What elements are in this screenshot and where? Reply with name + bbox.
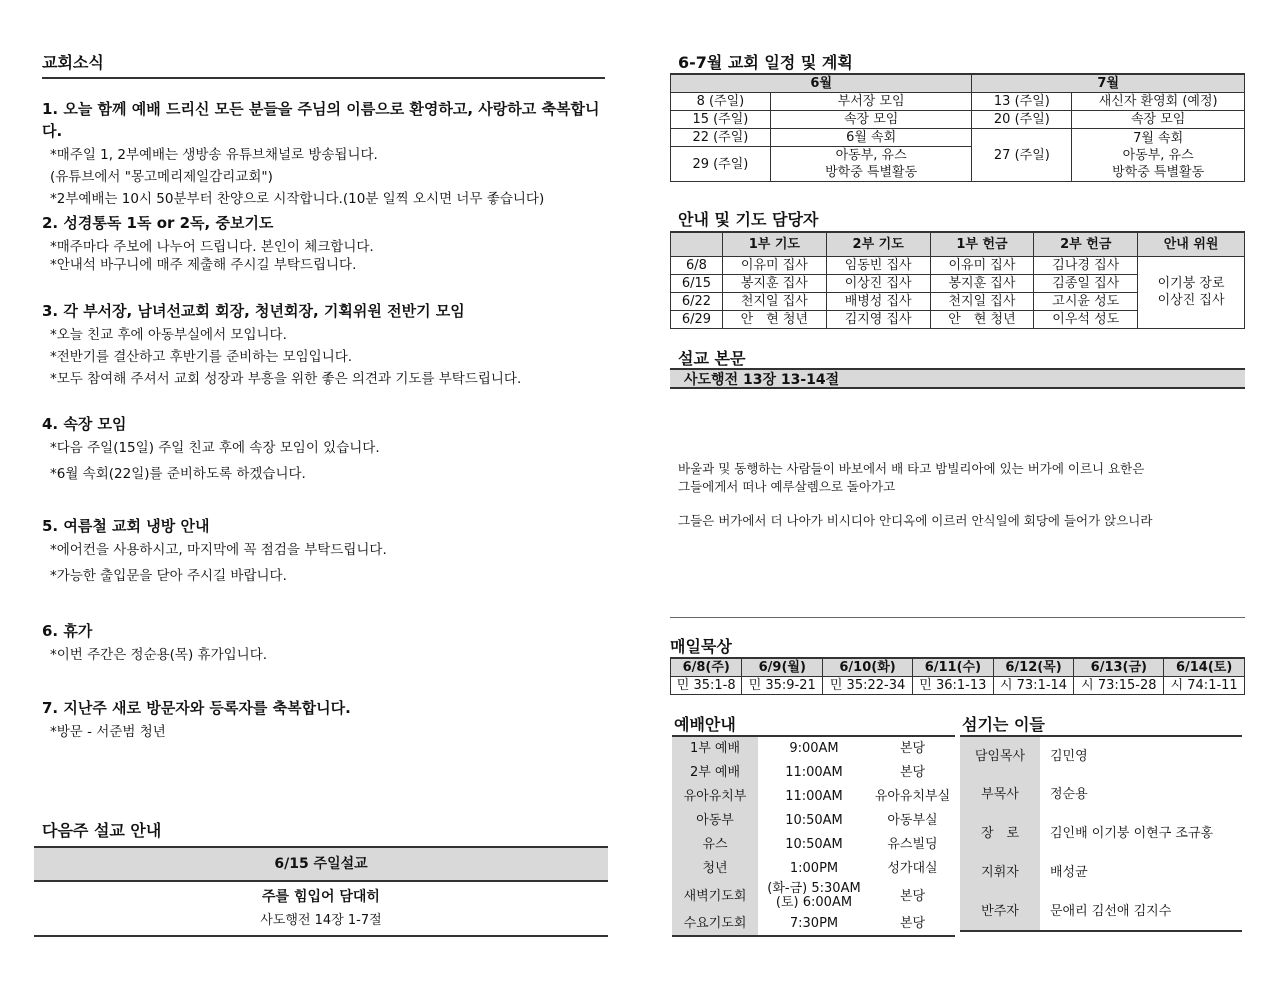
news-item-1 — [42, 98, 612, 210]
july-header: 7월 — [972, 74, 1245, 93]
servant-role: 반주자 — [960, 892, 1040, 931]
daily-day: 6/14(토) — [1164, 658, 1245, 677]
worship-place: 성가대실 — [887, 860, 938, 876]
news-line: (유튜브에서 "몽고메리제일감리교회") — [50, 169, 273, 185]
servant-role: 담임목사 — [960, 736, 1040, 775]
duty-cell: 김지영 집사 — [826, 310, 930, 328]
duty-cell: 고시윤 성도 — [1034, 292, 1138, 310]
schedule-event: 속장 모임 — [770, 111, 972, 129]
duty-cell: 이우석 성도 — [1034, 310, 1138, 328]
event-line: 방학중 특별활동 — [825, 165, 918, 180]
daily-day: 6/10(화) — [823, 658, 913, 677]
servant-name: 김인배 이기붕 이현구 조규홍 — [1050, 826, 1214, 841]
servant-role: 지휘자 — [960, 853, 1040, 892]
news-line: *에어컨을 사용하시고, 마지막에 꼭 점검을 부탁드립니다. — [50, 542, 387, 558]
news-line: *전반기를 결산하고 후반기를 준비하는 모임입니다. — [50, 349, 353, 365]
duty-cell: 6/29 — [671, 310, 723, 328]
duty-header: 2부 기도 — [826, 232, 930, 256]
daily-ref: 시 74:1-11 — [1164, 677, 1245, 695]
daily-ref: 민 35:22-34 — [823, 677, 913, 695]
daily-ref: 시 73:1-14 — [993, 677, 1074, 695]
next-sermon-name: 주를 힘입어 담대히 — [262, 889, 380, 905]
news-line: *2부예배는 10시 50분부터 찬양으로 시작합니다.(10분 일찍 오시면 너무 좋습니다) — [50, 191, 545, 207]
sermon-title: 설교 본문 — [678, 349, 746, 368]
duty-cell: 6/22 — [671, 292, 723, 310]
duty-cell: 안 현 청년 — [930, 310, 1034, 328]
daily-day: 6/12(목) — [993, 658, 1074, 677]
servants-title: 섬기는 이들 — [962, 715, 1045, 734]
news-line: *가능한 출입문을 닫아 주시길 바랍니다. — [50, 568, 287, 584]
worship-name: 유스 — [672, 832, 758, 856]
duty-cell: 6/15 — [671, 274, 723, 292]
servant-name: 배성균 — [1050, 865, 1088, 880]
worship-place: 아동부실 — [887, 812, 938, 828]
worship-time: 10:50AM — [785, 836, 843, 852]
daily-day: 6/9(월) — [742, 658, 823, 677]
worship-time: 1:00PM — [789, 860, 839, 876]
daily-day: 6/11(수) — [913, 658, 994, 677]
schedule-title: 6-7월 교회 일정 및 계획 — [678, 53, 853, 72]
duty-cell: 김나경 집사 — [1034, 256, 1138, 274]
news-line: *방문 - 서준범 청년 — [50, 724, 166, 740]
worship-time: 11:00AM — [785, 788, 843, 804]
schedule-date: 22 (주일) — [671, 129, 771, 147]
news-item-4 — [42, 413, 612, 485]
event-line: 아동부, 유스 — [1122, 147, 1194, 163]
daily-table — [670, 657, 1245, 695]
news-item-2 — [42, 212, 612, 276]
news-line: *안내석 바구니에 매주 제출해 주시길 부탁드립니다. — [50, 257, 357, 273]
servant-name: 김민영 — [1050, 748, 1088, 764]
guide-name: 이기붕 장로 — [1157, 276, 1225, 291]
news-line: *매주마다 주보에 나누어 드립니다. 본인이 체크합니다. — [50, 239, 374, 255]
sermon-line: 그들에게서 떠나 예루살렘으로 돌아가고 — [678, 479, 896, 494]
schedule-date: 8 (주일) — [671, 93, 771, 111]
schedule-event: 새신자 환영회 (예정) — [1072, 93, 1245, 111]
schedule-date: 29 (주일) — [671, 147, 771, 182]
schedule-date: 20 (주일) — [972, 111, 1072, 129]
church-news-title: 교회소식 — [42, 50, 605, 79]
news-line: *매주일 1, 2부예배는 생방송 유튜브채널로 방송됩니다. — [50, 147, 378, 163]
duty-header: 안내 위원 — [1138, 232, 1245, 256]
worship-place: 유아유치부실 — [874, 788, 951, 804]
news-heading: 1. 오늘 함께 예배 드리신 모든 분들을 주님의 이름으로 환영하고, 사랑하고 축복합니다. — [42, 100, 600, 140]
daily-ref: 민 35:1-8 — [671, 677, 742, 695]
schedule-table — [670, 73, 1245, 182]
event-line: 아동부, 유스 — [835, 148, 907, 163]
news-line: *오늘 친교 후에 아동부실에서 모입니다. — [50, 327, 287, 343]
worship-name: 1부 예배 — [672, 736, 758, 760]
worship-name: 청년 — [672, 856, 758, 880]
sermon-reference: 사도행전 13장 13-14절 — [670, 368, 1245, 389]
news-item-7 — [42, 697, 612, 743]
news-heading: 5. 여름철 교회 냉방 안내 — [42, 517, 210, 535]
worship-time: 9:00AM — [789, 741, 839, 756]
time-line: (화-금) 5:30AM — [767, 881, 861, 896]
schedule-event: 6월 속회 — [770, 129, 972, 147]
servants-table — [960, 735, 1242, 932]
duty-cell: 봉지훈 집사 — [722, 274, 826, 292]
schedule-event — [770, 147, 972, 182]
daily-ref: 민 36:1-13 — [913, 677, 994, 695]
news-item-6 — [42, 620, 612, 666]
event-line: 7월 속회 — [1133, 130, 1184, 146]
duty-cell: 천지일 집사 — [722, 292, 826, 310]
servant-name: 문애리 김선애 김지수 — [1050, 903, 1172, 919]
schedule-date: 27 (주일) — [972, 129, 1072, 182]
news-heading: 7. 지난주 새로 방문자와 등록자를 축복합니다. — [42, 699, 351, 717]
duty-cell: 배병성 집사 — [826, 292, 930, 310]
worship-name: 아동부 — [672, 808, 758, 832]
news-heading: 6. 휴가 — [42, 622, 93, 640]
schedule-date: 13 (주일) — [972, 93, 1072, 111]
duty-header: 2부 헌금 — [1034, 232, 1138, 256]
worship-place: 본당 — [899, 764, 926, 780]
worship-place: 유스빌딩 — [887, 836, 938, 852]
duty-cell: 천지일 집사 — [930, 292, 1034, 310]
guide-name: 이상진 집사 — [1157, 293, 1225, 308]
daily-ref: 민 35:9-21 — [742, 677, 823, 695]
worship-name: 2부 예배 — [672, 760, 758, 784]
duty-header: 1부 헌금 — [930, 232, 1034, 256]
worship-title: 예배안내 — [674, 715, 736, 734]
worship-place: 본당 — [899, 741, 926, 756]
worship-place: 본당 — [899, 888, 926, 904]
event-line: 방학중 특별활동 — [1112, 164, 1205, 180]
duty-cell: 이유미 집사 — [930, 256, 1034, 274]
worship-name: 새벽기도회 — [672, 880, 758, 912]
worship-time: 7:30PM — [789, 916, 839, 931]
schedule-event: 속장 모임 — [1072, 111, 1245, 129]
duty-cell: 김종일 집사 — [1034, 274, 1138, 292]
worship-time: 11:00AM — [785, 764, 843, 780]
worship-name: 유아유치부 — [672, 784, 758, 808]
duty-cell: 안 현 청년 — [722, 310, 826, 328]
guide-cell — [1138, 256, 1245, 328]
next-sermon-box — [34, 846, 608, 937]
news-item-5 — [42, 515, 612, 587]
duty-cell: 봉지훈 집사 — [930, 274, 1034, 292]
schedule-event: 부서장 모임 — [770, 93, 972, 111]
news-line: *6월 속회(22일)를 준비하도록 하겠습니다. — [50, 466, 306, 482]
daily-title: 매일묵상 — [670, 637, 732, 656]
worship-time: 10:50AM — [785, 812, 843, 828]
next-sermon-title: 다음주 설교 안내 — [42, 821, 162, 840]
worship-table — [672, 735, 955, 937]
duty-header — [671, 232, 723, 256]
june-header: 6월 — [671, 74, 972, 93]
worship-place: 본당 — [899, 916, 926, 931]
worship-time — [758, 880, 870, 912]
duty-title: 안내 및 기도 담당자 — [678, 210, 819, 229]
worship-name: 수요기도회 — [672, 912, 758, 936]
sermon-line: 그들은 버가에서 더 나아가 비시디아 안디옥에 이르러 안식일에 회당에 들어가 앉으니라 — [678, 513, 1153, 528]
news-line: *이번 주간은 정순용(목) 휴가입니다. — [50, 647, 268, 663]
servant-role: 부목사 — [960, 775, 1040, 814]
news-line: *모두 참여해 주셔서 교회 성장과 부흥을 위한 좋은 의견과 기도를 부탁드립니다. — [50, 371, 522, 387]
divider — [670, 617, 1245, 618]
next-sermon-verse: 사도행전 14장 1-7절 — [260, 913, 382, 928]
duty-cell: 이유미 집사 — [722, 256, 826, 274]
news-line: *다음 주일(15일) 주일 친교 후에 속장 모임이 있습니다. — [50, 440, 380, 456]
duty-table — [670, 231, 1245, 329]
duty-cell: 임동빈 집사 — [826, 256, 930, 274]
news-heading: 4. 속장 모임 — [42, 415, 127, 433]
daily-ref: 시 73:15-28 — [1074, 677, 1164, 695]
sermon-text — [678, 460, 1243, 530]
duty-header: 1부 기도 — [722, 232, 826, 256]
news-heading: 2. 성경통독 1독 or 2독, 중보기도 — [42, 214, 274, 232]
daily-day: 6/8(주) — [671, 658, 742, 677]
next-sermon-date: 6/15 주일설교 — [34, 848, 608, 882]
news-item-3 — [42, 300, 612, 390]
news-heading: 3. 각 부서장, 남녀선교회 회장, 청년회장, 기획위원 전반기 모임 — [42, 302, 465, 320]
schedule-date: 15 (주일) — [671, 111, 771, 129]
time-line: (토) 6:00AM — [775, 895, 853, 910]
sermon-line: 바울과 및 동행하는 사람들이 바보에서 배 타고 밤빌리아에 있는 버가에 이르니 요한은 — [678, 461, 1145, 476]
servant-role: 장 로 — [960, 814, 1040, 853]
duty-cell: 6/8 — [671, 256, 723, 274]
daily-day: 6/13(금) — [1074, 658, 1164, 677]
schedule-event — [1072, 129, 1245, 182]
servant-name: 정순용 — [1050, 787, 1088, 802]
duty-cell: 이상진 집사 — [826, 274, 930, 292]
